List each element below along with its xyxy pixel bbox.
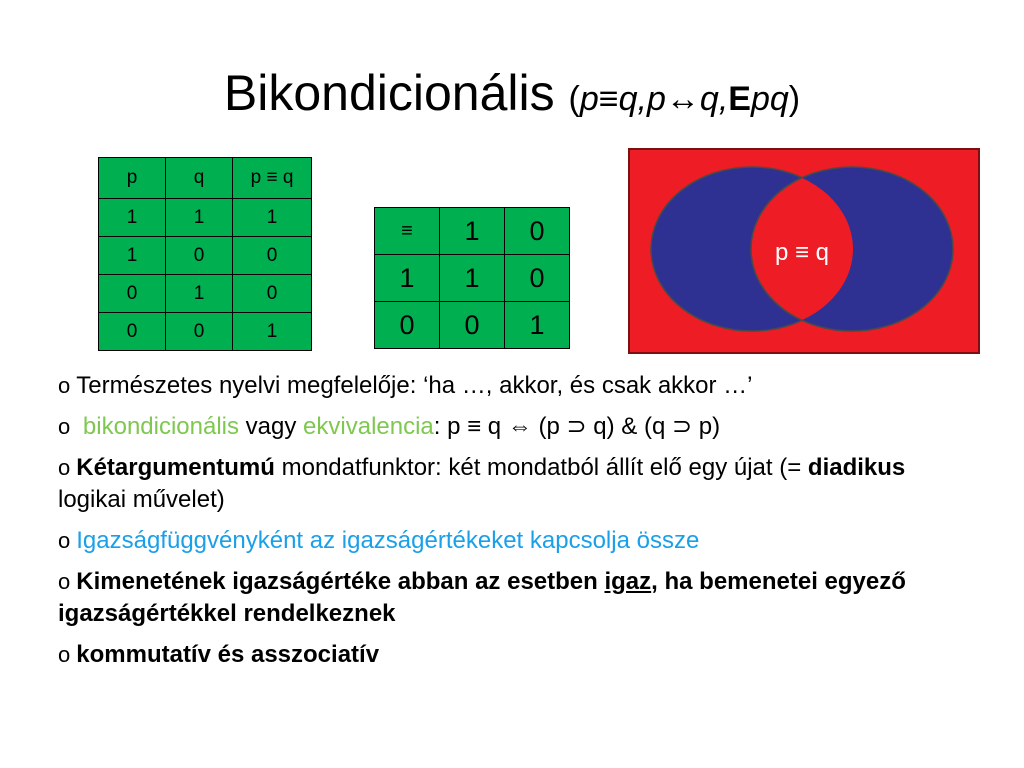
truth-header-result: p ≡ q [233,158,312,199]
bullet-text: logikai művelet) [58,486,225,513]
formula-biconditional-arrow: ↔ [665,80,700,118]
venn-diagram [628,148,980,354]
title-main: Bikondicionális [223,65,555,121]
formula-E-operator: E [728,80,751,118]
truth-cell: 1 [233,199,312,237]
formula-p-second: p [646,80,666,118]
venn-label: p ≡ q [774,239,830,266]
term-diadikus: diadikus [807,454,906,481]
bullet-properties [58,639,978,671]
operation-row-header: 0 [375,302,440,349]
operation-row-header: 1 [375,255,440,302]
truth-cell: 0 [233,237,312,275]
bullet-equivalence [58,411,978,443]
term-ekvivalencia: ekvivalencia [303,413,434,440]
bullet-text: mondatfunktor: két mondatból állít elő egy újat (= [274,454,808,481]
operation-table-row [375,255,570,302]
truth-cell: 1 [166,199,233,237]
formula-close-paren: ) [788,80,801,118]
bullet-marker: o [58,569,71,594]
formula-equiv-symbol: ≡ [598,80,619,118]
formula-q: q, [618,80,647,118]
bullet-text: , ha bemenetei egyező igazságértékkel rendelkeznek [58,568,906,627]
operation-col-header: 1 [440,208,505,255]
bullet-truth-function [58,525,978,557]
truth-table-row [99,199,312,237]
term-igaz: igaz [604,568,652,595]
operation-table-row [375,302,570,349]
formula-open-paren: ( [568,80,580,118]
bullet-output-true [58,566,978,630]
bullet-list [58,370,978,680]
bullet-marker: o [58,455,71,480]
truth-cell: 0 [233,275,312,313]
truth-header-p: p [99,158,166,199]
bullet-marker: o [58,373,71,398]
formula-pq: pq [750,80,789,118]
formula-q-second: q, [699,80,729,118]
truth-cell: 1 [166,275,233,313]
operation-cell: 0 [505,255,570,302]
term-ketargumentumu: Kétargumentumú [76,454,275,481]
bullet-text: Kimenetének igazságértéke abban az esetben [76,568,605,595]
truth-table [98,157,312,351]
operation-col-header: 0 [505,208,570,255]
bullet-marker: o [58,642,71,667]
title-formula [569,80,801,118]
bullet-dyadic [58,452,978,516]
truth-cell: 1 [233,313,312,351]
bullet-natural-language [58,370,978,402]
truth-cell: 0 [166,313,233,351]
bullet-marker: o [58,528,71,553]
operation-corner-symbol: ≡ [375,208,440,255]
truth-cell: 1 [99,199,166,237]
truth-table-header-row [99,158,312,199]
term-bikondicionalis: bikondicionális [82,413,240,440]
operation-cell: 1 [505,302,570,349]
operation-table [374,207,570,349]
operation-cell: 1 [440,255,505,302]
truth-cell: 0 [99,275,166,313]
bullet-text: vagy [239,413,304,440]
truth-header-q: q [166,158,233,199]
bullet-text: kommutatív és asszociatív [76,641,380,668]
truth-table-row [99,237,312,275]
truth-table-row [99,313,312,351]
formula-p: p [579,80,599,118]
bullet-text: Igazságfüggvényként az igazságértékeket kapcsolja össze [76,527,700,554]
slide-title [0,58,1024,134]
truth-table-row [99,275,312,313]
bullet-text: Természetes nyelvi megfelelője: ‘ha …, akkor, és csak akkor …’ [76,372,753,399]
operation-table-header-row [375,208,570,255]
truth-cell: 1 [99,237,166,275]
truth-cell: 0 [166,237,233,275]
bullet-formula: : p ≡ q ⇔ (p ⊃ q) & (q ⊃ p) [433,413,721,440]
bullet-marker: o [58,414,71,439]
operation-cell: 0 [440,302,505,349]
truth-cell: 0 [99,313,166,351]
